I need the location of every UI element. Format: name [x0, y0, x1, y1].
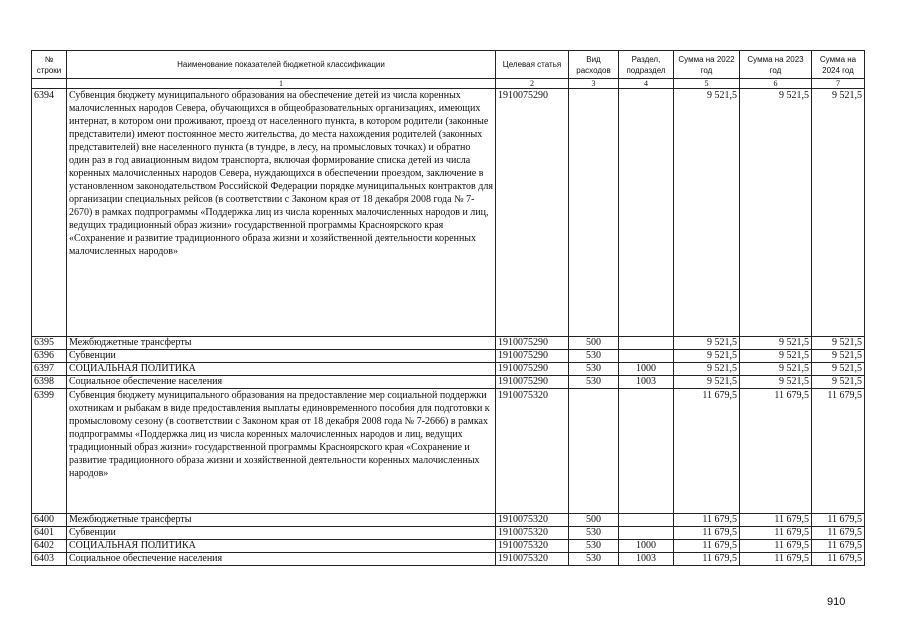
row-target: 1910075290 [496, 337, 569, 350]
table-row [32, 89, 865, 337]
row-sum-2023: 11 679,5 [740, 514, 812, 527]
row-sum-2022: 9 521,5 [674, 89, 740, 337]
row-sum-2022: 11 679,5 [674, 540, 740, 553]
row-number: 6395 [32, 337, 67, 350]
row-sum-2022: 9 521,5 [674, 337, 740, 350]
row-sum-2023: 11 679,5 [740, 389, 812, 514]
column-number: 2 [496, 79, 569, 89]
row-sum-2023: 9 521,5 [740, 89, 812, 337]
column-number: 1 [67, 79, 496, 89]
row-sum-2024: 11 679,5 [812, 514, 865, 527]
row-number: 6396 [32, 350, 67, 363]
row-sum-2023: 9 521,5 [740, 337, 812, 350]
row-name: Субвенции [67, 350, 496, 363]
row-sum-2022: 9 521,5 [674, 350, 740, 363]
row-sum-2022: 9 521,5 [674, 376, 740, 389]
row-name: Субвенция бюджету муниципального образования на предоставление мер социальной поддержки охотникам и рыбакам в виде предоставления выплаты единовременного пособия для подготовки к промысловому сезону (в соответствии с Законом края от 18 декабря 2008 года № 7-2666) в рамках подпрограммы «Поддержка лиц из числа коренных малочисленных народов и лиц, ведущих традиционный образ жизни» государственной программы Красноярского края «Сохранение и развитие традиционного образа жизни и хозяйственной деятельности коренных малочисленных народов» [67, 389, 496, 514]
row-name: Межбюджетные трансферты [67, 514, 496, 527]
header-sum-2023: Сумма на 2023 год [740, 51, 812, 79]
row-number: 6401 [32, 527, 67, 540]
table-row [32, 389, 865, 514]
table-row [32, 350, 865, 363]
row-kind [569, 89, 619, 337]
row-kind: 500 [569, 514, 619, 527]
header-sum-2022: Сумма на 2022 год [674, 51, 740, 79]
column-number: 6 [740, 79, 812, 89]
row-sum-2024: 9 521,5 [812, 350, 865, 363]
row-section [619, 389, 674, 514]
row-name: Социальное обеспечение населения [67, 553, 496, 566]
table-row [32, 363, 865, 376]
row-sum-2024: 11 679,5 [812, 540, 865, 553]
column-number [32, 79, 67, 89]
row-section: 1003 [619, 553, 674, 566]
row-sum-2022: 11 679,5 [674, 527, 740, 540]
row-sum-2024: 11 679,5 [812, 389, 865, 514]
row-number: 6399 [32, 389, 67, 514]
column-number: 4 [619, 79, 674, 89]
row-target: 1910075320 [496, 553, 569, 566]
page-number: 910 [827, 596, 846, 608]
header-sum-2024: Сумма на 2024 год [812, 51, 865, 79]
column-number: 3 [569, 79, 619, 89]
row-target: 1910075290 [496, 363, 569, 376]
row-sum-2022: 11 679,5 [674, 514, 740, 527]
row-section: 1000 [619, 363, 674, 376]
row-section [619, 527, 674, 540]
row-sum-2023: 11 679,5 [740, 527, 812, 540]
column-number: 7 [812, 79, 865, 89]
row-name: Межбюджетные трансферты [67, 337, 496, 350]
row-target: 1910075320 [496, 540, 569, 553]
row-section [619, 337, 674, 350]
table-row [32, 376, 865, 389]
row-target: 1910075290 [496, 89, 569, 337]
row-kind: 530 [569, 540, 619, 553]
row-sum-2023: 11 679,5 [740, 540, 812, 553]
row-sum-2024: 9 521,5 [812, 337, 865, 350]
row-number: 6398 [32, 376, 67, 389]
row-number: 6394 [32, 89, 67, 337]
row-section [619, 350, 674, 363]
row-sum-2023: 11 679,5 [740, 553, 812, 566]
column-number: 5 [674, 79, 740, 89]
row-number: 6403 [32, 553, 67, 566]
table-header-row [32, 51, 865, 79]
row-name: СОЦИАЛЬНАЯ ПОЛИТИКА [67, 540, 496, 553]
table-row [32, 553, 865, 566]
row-target: 1910075320 [496, 514, 569, 527]
row-sum-2023: 9 521,5 [740, 350, 812, 363]
row-target: 1910075320 [496, 389, 569, 514]
row-target: 1910075290 [496, 376, 569, 389]
table-row [32, 514, 865, 527]
row-sum-2024: 9 521,5 [812, 363, 865, 376]
header-target: Целевая статья [496, 51, 569, 79]
row-kind: 530 [569, 376, 619, 389]
row-kind: 530 [569, 553, 619, 566]
row-target: 1910075290 [496, 350, 569, 363]
header-kind: Вид расходов [569, 51, 619, 79]
row-number: 6397 [32, 363, 67, 376]
row-sum-2024: 11 679,5 [812, 553, 865, 566]
row-kind [569, 389, 619, 514]
row-name: СОЦИАЛЬНАЯ ПОЛИТИКА [67, 363, 496, 376]
header-name: Наименование показателей бюджетной классификации [67, 51, 496, 79]
header-section: Раздел, подраздел [619, 51, 674, 79]
row-kind: 530 [569, 527, 619, 540]
row-sum-2022: 9 521,5 [674, 363, 740, 376]
row-name: Субвенции [67, 527, 496, 540]
row-sum-2022: 11 679,5 [674, 389, 740, 514]
row-name: Субвенция бюджету муниципального образования на обеспечение детей из числа коренных малочисленных народов Севера, обучающихся в общеобразовательных организациях, имеющих интернат, в котором они проживают, проезд от населенного пункта, в котором родители (законные представители) имеют постоянное место жительства, до места нахождения родителей (законных представителей) вне населенного пункта (в тундре, в лесу, на промысловых точках) и обратно один раз в год авиационным видом транспорта, включая формирование списка детей из числа коренных малочисленных народов Севера, нуждающихся в обеспечении проездом, заключение в установленном законодательством Российской Федерации порядке муниципальных контрактов для организации специальных рейсов (в соответствии с Законом края от 18 декабря 2008 года № 7-2670) в рамках подпрограммы «Поддержка лиц из числа коренных малочисленных народов и лиц, ведущих традиционный образ жизни» государственной программы Красноярского края «Сохранение и развитие традиционного образа жизни и хозяйственной деятельности коренных малочисленных народов» [67, 89, 496, 337]
column-number-row [32, 79, 865, 89]
row-section [619, 514, 674, 527]
row-sum-2023: 9 521,5 [740, 363, 812, 376]
row-section: 1003 [619, 376, 674, 389]
row-sum-2023: 9 521,5 [740, 376, 812, 389]
row-sum-2024: 9 521,5 [812, 376, 865, 389]
row-sum-2024: 9 521,5 [812, 89, 865, 337]
table-row [32, 337, 865, 350]
budget-table [31, 50, 865, 566]
row-kind: 500 [569, 337, 619, 350]
table-row [32, 527, 865, 540]
row-kind: 530 [569, 363, 619, 376]
row-section: 1000 [619, 540, 674, 553]
row-name: Социальное обеспечение населения [67, 376, 496, 389]
row-sum-2022: 11 679,5 [674, 553, 740, 566]
row-target: 1910075320 [496, 527, 569, 540]
row-number: 6402 [32, 540, 67, 553]
row-kind: 530 [569, 350, 619, 363]
row-section [619, 89, 674, 337]
row-number: 6400 [32, 514, 67, 527]
table-row [32, 540, 865, 553]
row-sum-2024: 11 679,5 [812, 527, 865, 540]
header-row-number: № строки [32, 51, 67, 79]
